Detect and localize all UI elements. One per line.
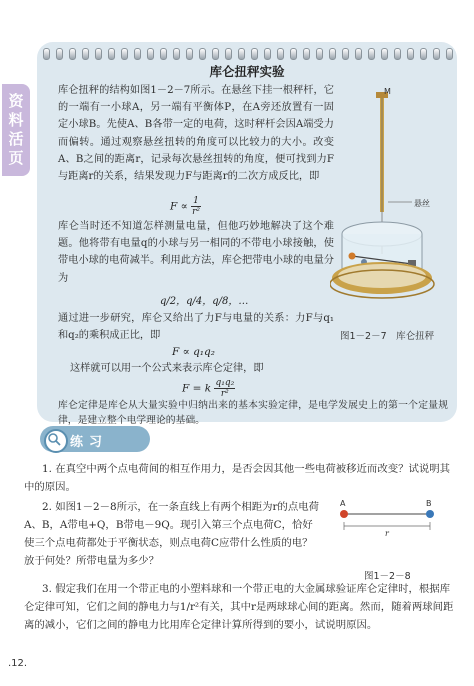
formula-1-numerator: 1 — [191, 196, 201, 207]
practice-heading: 练习 — [70, 435, 109, 450]
question-1: 1. 在真空中两个点电荷间的相互作用力，是否会因其他一些电荷被移近而改变？试说明其中的原因。 — [24, 463, 451, 493]
charge-b — [426, 510, 434, 518]
paragraph-2: 库仑当时还不知道怎样测量电量，但他巧妙地解决了这个难题。他将带有电量q的小球与另一相同的不带电小球接触，使带电小球的电荷减半。利用此方法，库仑把带电小球的电量分为 — [58, 221, 334, 284]
charge-line-figure — [330, 500, 450, 550]
formula-3-numerator: q₁q₂ — [215, 378, 235, 388]
paragraph-1: 库仑扭秤的结构如图1－2－7所示。在悬丝下挂一根秤杆，它的一端有一小球A，另一端有平衡体P，在A旁还放置有一固定小球B。先使A、B各带一定的电荷，这时秤杆会因A端受力而偏转。通过观察悬丝扭转的角度可以比较力的大小。改变A、B之间的距离r，记录每次悬丝扭转的角度，便可找到力F与距离r的关系，结果发现力F与距离r的二次方成反比，即 — [58, 85, 334, 183]
label-b: B — [426, 500, 432, 508]
charge-sequence: q/2，q/4，q/8，… — [160, 296, 249, 307]
question-3: 3. 假定我们在用一个带正电的小塑料球和一个带正电的大金属球验证库仑定律时，根据库仑定律可知，它们之间的静电力与1/r²有关，其中r是两球球心间的距离。然而，随着两球间距离的减小，它们之间的静电力比用库仑定律计算所得到的要小，试说明原因。 — [24, 583, 454, 631]
formula-3-denominator: r² — [220, 389, 229, 399]
page-number: .12. — [8, 658, 28, 669]
paragraph-4: 这样就可以用一个公式来表示库仑定律，即 — [70, 363, 264, 374]
fig-caption-1-2-8: 图1－2－8 — [364, 571, 411, 582]
formula-charge-product: F ∝ q₁q₂ — [172, 346, 215, 358]
magnifier-icon — [44, 429, 68, 453]
fig-label-m: M — [384, 87, 391, 96]
torsion-balance-figure — [330, 84, 455, 324]
formula-1-denominator: r² — [192, 207, 200, 217]
side-tab-label: 资料活页 — [8, 92, 24, 167]
formula-3-fraction — [214, 378, 235, 399]
paragraph-5: 库仑定律是库仑从大量实验中归纳出来的基本实验定律，是电学发展史上的第一个定量规律，是建立整个电学理论的基础。 — [58, 400, 448, 426]
fig-label-silk: 悬丝 — [414, 199, 430, 208]
base-top — [338, 264, 426, 288]
formula-1-lhs: F ∝ — [170, 200, 188, 213]
paragraph-3: 通过进一步研究，库仑又给出了力F与电量的关系：力F与q₁和q₂的乘积成正比，即 — [58, 313, 334, 342]
spiral-binding — [43, 48, 453, 58]
fig-caption-1-2-7: 图1－2－7 库仑扭秤 — [340, 331, 435, 342]
formula-1-fraction — [191, 196, 201, 217]
formula-coulomb-law — [182, 378, 235, 399]
card-title: 库仑扭秤实验 — [209, 64, 285, 79]
formula-3-lhs: F = k — [182, 382, 212, 395]
ball-a — [349, 253, 356, 260]
charge-a — [340, 510, 348, 518]
formula-inverse-square — [170, 196, 201, 217]
label-a: A — [340, 500, 346, 508]
label-r: r — [385, 529, 389, 538]
question-2: 2. 如图1－2－8所示，在一条直线上有两个相距为r的点电荷A、B，A带电+Q，B带电－9Q。现引入第三个点电荷C，恰好使三个点电荷都处于平衡状态，则点电荷C应带什么性质的电？放于何处？所带电量为多少？ — [24, 501, 319, 567]
